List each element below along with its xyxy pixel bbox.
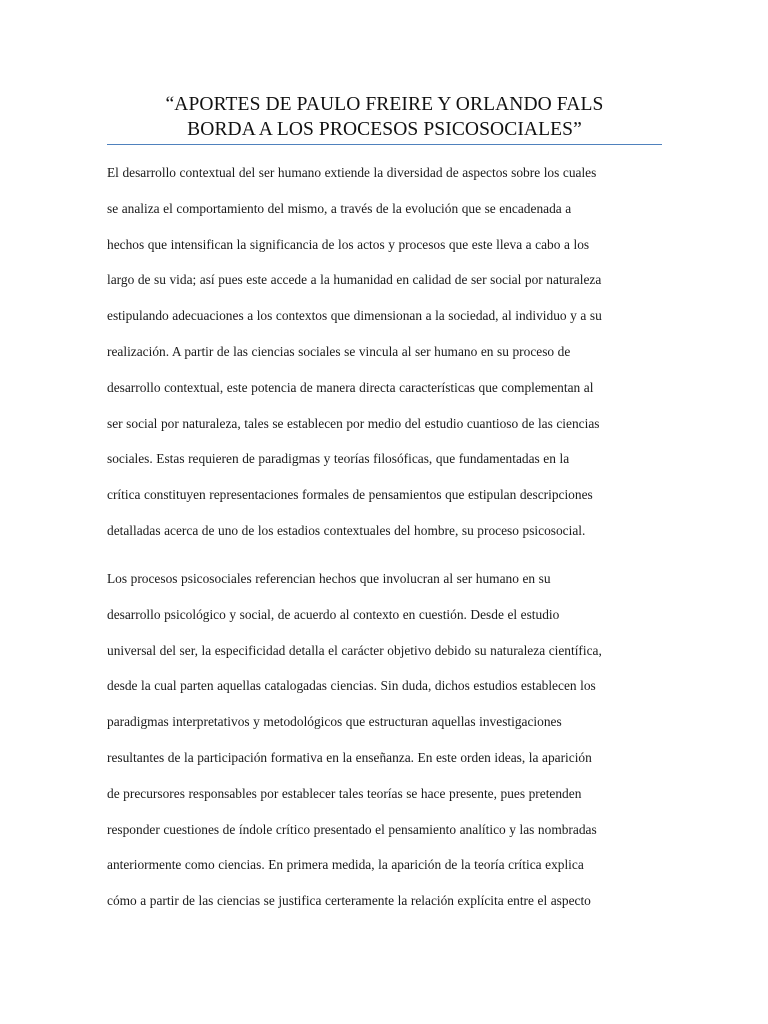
paragraph-2-line-7: de precursores responsables por establecer tales teorías se hace presente, pues pretenden [107,785,582,801]
document-title-line-1: “APORTES DE PAULO FREIRE Y ORLANDO FALS [165,94,604,115]
paragraph-1-line-3: hechos que intensifican la significancia de los actos y procesos que este lleva a cabo a los [107,236,590,252]
paragraph-2 [107,561,667,919]
paragraph-1-line-9: sociales. Estas requieren de paradigmas y teorías filosóficas, que fundamentadas en la [107,451,570,467]
paragraph-1-line-4: largo de su vida; así pues este accede a la humanidad en calidad de ser social por naturaleza [107,272,602,288]
paragraph-2-line-1: Los procesos psicosociales referencian hechos que involucran al ser humano en su [107,571,551,586]
paragraph-1-line-2: se analiza el comportamiento del mismo, a través de la evolución que se encadenada a [107,200,572,216]
paragraph-1-line-5: estipulando adecuaciones a los contextos que dimensionan a la sociedad, al individuo y a su [107,308,602,324]
paragraph-1 [107,155,667,549]
title-underline-divider [107,144,662,145]
paragraph-2-line-10: cómo a partir de las ciencias se justifica certeramente la relación explícita entre el aspecto [107,893,591,909]
paragraph-1-line-1: El desarrollo contextual del ser humano extiende la diversidad de aspectos sobre los cuales [107,165,597,180]
paragraph-2-line-4: desde la cual parten aquellas catalogadas ciencias. Sin duda, dichos estudios establecen los [107,678,596,694]
paragraph-2-line-5: paradigmas interpretativos y metodológicos que estructuran aquellas investigaciones [107,714,562,730]
document-title [107,92,662,142]
paragraph-2-line-8: responder cuestiones de índole crítico presentado el pensamiento analítico y las nombradas [107,821,597,837]
paragraph-2-line-9: anteriormente como ciencias. En primera medida, la aparición de la teoría crítica explica [107,857,584,873]
paragraph-1-line-6: realización. A partir de las ciencias sociales se vincula al ser humano en su proceso de [107,343,571,359]
paragraph-2-line-6: resultantes de la participación formativa en la enseñanza. En este orden ideas, la aparición [107,749,592,765]
paragraph-1-line-11: detalladas acerca de uno de los estadios contextuales del hombre, su proceso psicosocial. [107,522,586,538]
paragraph-1-line-7: desarrollo contextual, este potencia de manera directa características que complementan al [107,379,594,395]
paragraph-2-line-2: desarrollo psicológico y social, de acuerdo al contexto en cuestión. Desde el estudio [107,606,560,622]
paragraph-1-line-10: crítica constituyen representaciones formales de pensamientos que estipulan descripciones [107,487,593,503]
paragraph-2-line-3: universal del ser, la especificidad detalla el carácter objetivo debido su naturaleza científica, [107,642,602,658]
paragraph-1-line-8: ser social por naturaleza, tales se establecen por medio del estudio cuantioso de las ciencias [107,415,600,431]
document-title-line-2: BORDA A LOS PROCESOS PSICOSOCIALES” [187,119,582,140]
